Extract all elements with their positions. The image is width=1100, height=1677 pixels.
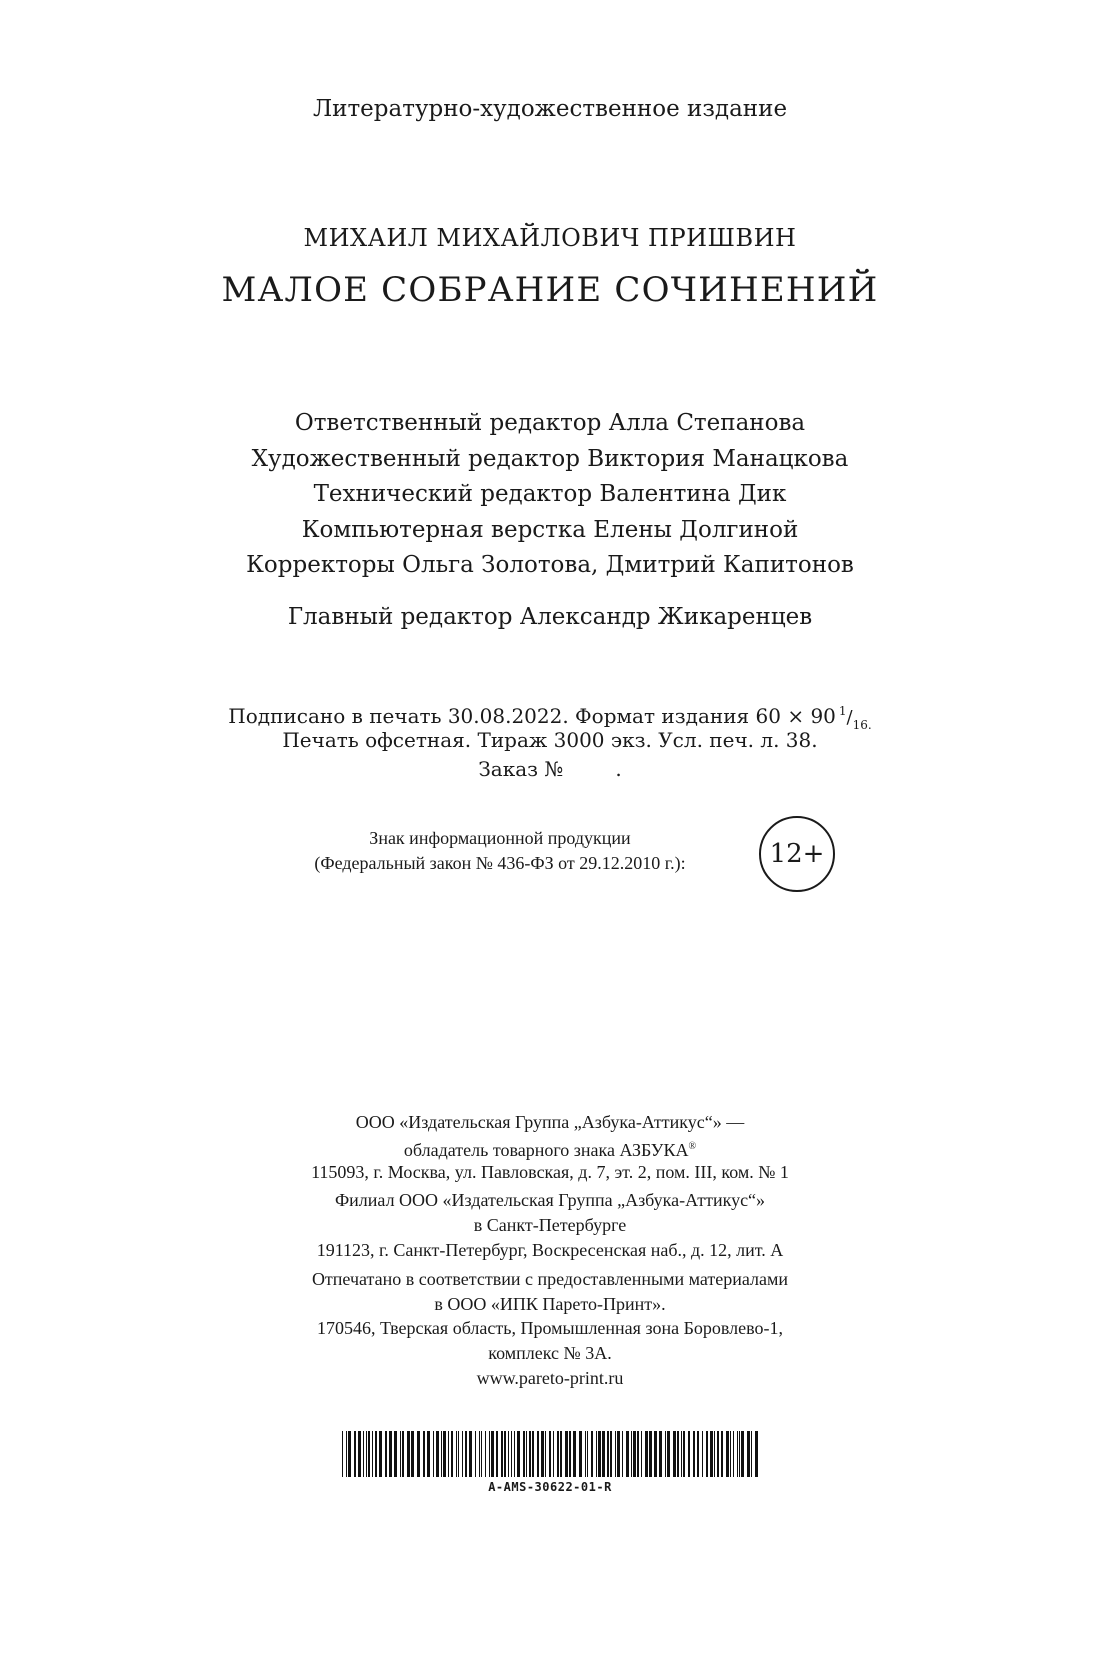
printed-note: Отпечатано в соответствии с предоставленными материалами <box>311 1268 789 1289</box>
order-label: Заказ № <box>478 757 564 781</box>
credit-line: Технический редактор Валентина Дик <box>313 481 787 507</box>
credit-line: Корректоры Ольга Золотова, Дмитрий Капитонов <box>246 552 854 578</box>
barcode-code: A-AMS-30622-01-R <box>488 1480 612 1494</box>
order-line <box>0 755 1100 784</box>
genre-label: Литературно-художественное издание <box>312 96 788 122</box>
chief-editor: Главный редактор Александр Жикаренцев <box>287 604 813 630</box>
credit-line: Художественный редактор Виктория Манацкова <box>251 445 849 472</box>
printer-address-complex: комплекс № 3А. <box>488 1343 612 1364</box>
info-sign-label: Знак информационной продукции <box>369 828 631 848</box>
publisher-imprint <box>0 1110 1100 1391</box>
printer-website: www.pareto-print.ru <box>476 1367 624 1388</box>
credits-list <box>0 406 1100 584</box>
publisher-name: ООО «Издательская Группа „Азбука-Аттикус“» — <box>355 1112 745 1132</box>
credit-line: Ответственный редактор Алла Степанова <box>294 410 806 436</box>
barcode <box>340 1431 760 1477</box>
book-title: МАЛОЕ СОБРАНИЕ СОЧИНЕНИЙ <box>221 270 879 310</box>
trademark-owner <box>0 1135 1100 1160</box>
credit-line: Компьютерная верстка Елены Долгиной <box>301 516 799 543</box>
branch-address: 191123, г. Санкт-Петербург, Воскресенская наб., д. 12, лит. А <box>316 1239 784 1260</box>
order-period: . <box>615 757 622 781</box>
format-fraction-slash: / <box>846 707 853 728</box>
format-fraction-numerator: 1 <box>838 704 847 718</box>
print-run-line: Печать офсетная. Тираж 3000 экз. Усл. печ. л. 38. <box>282 728 818 752</box>
signed-to-print-line <box>0 697 1100 732</box>
federal-law-reference: (Федеральный закон № 436-ФЗ от 29.12.2010 г.): <box>314 853 686 873</box>
format-fraction-period: . <box>867 718 872 732</box>
author-name: МИХАИЛ МИХАЙЛОВИЧ ПРИШВИН <box>303 224 797 252</box>
print-info <box>0 697 1100 784</box>
branch-name: Филиал ООО «Издательская Группа „Азбука-Аттикус“» <box>334 1190 766 1211</box>
printer-name: в ООО «ИПК Парето-Принт». <box>434 1293 666 1314</box>
trademark-text: обладатель товарного знака АЗБУКА <box>403 1139 689 1160</box>
registered-mark: ® <box>688 1140 697 1152</box>
branch-city: в Санкт-Петербурге <box>473 1215 627 1236</box>
age-rating-badge: 12+ <box>759 816 835 892</box>
publisher-address: 115093, г. Москва, ул. Павловская, д. 7, эт. 2, пом. III, ком. № 1 <box>311 1161 789 1182</box>
format-fraction-denominator: 16 <box>852 718 868 732</box>
signed-to-print-text: Подписано в печать 30.08.2022. Формат издания 60 × 90 <box>228 704 836 728</box>
printer-address: 170546, Тверская область, Промышленная зона Боровлево-1, <box>316 1318 784 1339</box>
information-product-sign <box>280 826 720 876</box>
